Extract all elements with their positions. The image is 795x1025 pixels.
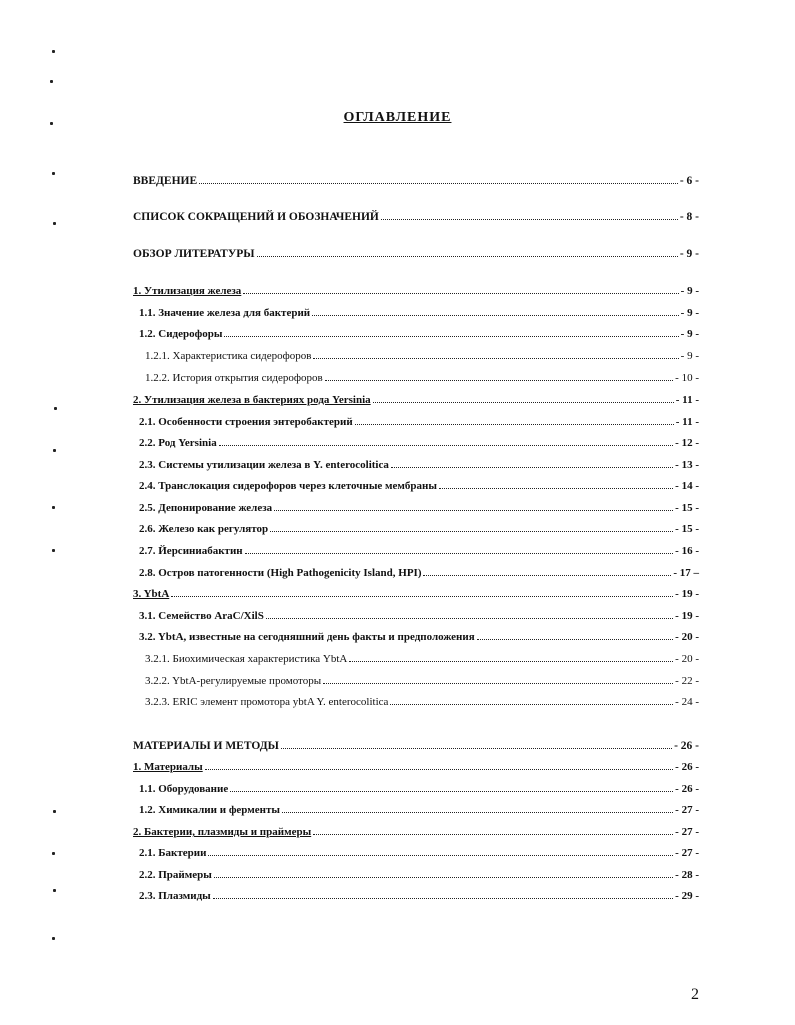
toc-entry-label: 1.2. Сидерофоры: [139, 328, 223, 340]
scan-speck: [53, 889, 56, 892]
toc-entry-page: - 26 -: [675, 761, 699, 773]
toc-entry-label: 3.2.2. YbtA-регулируемые промоторы: [145, 675, 322, 687]
toc-entry-label: МАТЕРИАЛЫ И МЕТОДЫ: [133, 740, 279, 752]
toc-entry: [145, 674, 699, 688]
toc-entry-label: ОБЗОР ЛИТЕРАТУРЫ: [133, 248, 255, 260]
leader-dots: [171, 596, 673, 597]
toc-entry-label: 2.3. Системы утилизации железа в Y. enterocolitica: [139, 459, 389, 471]
toc-entry-label: 2.3. Плазмиды: [139, 890, 211, 902]
leader-dots: [381, 219, 678, 220]
toc-entry-label: 3.2.3. ERIC элемент промотора ybtA Y. enterocolitica: [145, 696, 389, 708]
leader-dots: [391, 467, 673, 468]
toc-entry-label: ВВЕДЕНИЕ: [133, 175, 198, 187]
toc-entry: [139, 306, 699, 320]
toc-entry-label: 1. Материалы: [133, 761, 203, 773]
toc-entry-page: - 28 -: [675, 869, 699, 881]
leader-dots: [219, 445, 673, 446]
toc-entry-page: - 26 -: [675, 783, 699, 795]
leader-dots: [214, 877, 673, 878]
toc-entry-page: - 26 -: [674, 740, 699, 752]
toc-entry: [139, 501, 699, 515]
toc-entry-page: - 20 -: [675, 653, 699, 665]
toc-entry-label: 1.2. Химикалии и ферменты: [139, 804, 280, 816]
leader-dots: [274, 510, 673, 511]
leader-dots: [373, 402, 674, 403]
toc-entry: [133, 284, 699, 298]
toc-entry-page: - 19 -: [675, 588, 699, 600]
toc-entry-page: - 10 -: [675, 372, 699, 384]
toc-entry-page: - 20 -: [675, 631, 699, 643]
toc-entry: [145, 371, 699, 385]
toc-entry-page: - 15 -: [675, 523, 699, 535]
toc-entry-label: 3.1. Семейство AraC/XilS: [139, 610, 264, 622]
toc-entry: [139, 415, 699, 429]
leader-dots: [313, 358, 678, 359]
toc-entry-label: 2.6. Железо как регулятор: [139, 523, 269, 535]
leader-dots: [312, 315, 679, 316]
toc-entry-page: - 12 -: [675, 437, 699, 449]
scan-speck: [52, 852, 55, 855]
toc-entry-page: - 9 -: [680, 350, 699, 362]
toc-entry-label: СПИСОК СОКРАЩЕНИЙ И ОБОЗНАЧЕНИЙ: [133, 211, 379, 223]
leader-dots: [281, 748, 672, 749]
toc-entry-page: - 9 -: [680, 328, 699, 340]
toc-entry-label: 2.4. Транслокация сидерофоров через клеточные мембраны: [139, 480, 437, 492]
toc-entry-page: - 17 –: [673, 567, 699, 579]
leader-dots: [355, 424, 674, 425]
scan-speck: [53, 222, 56, 225]
toc-entry-label: 3.2.1. Биохимическая характеристика YbtA: [145, 653, 348, 665]
toc-entry: [139, 522, 699, 536]
scan-speck: [50, 122, 53, 125]
toc-entry: [133, 247, 699, 261]
scan-speck: [53, 810, 56, 813]
leader-dots: [390, 704, 673, 705]
toc-entry-label: 2.1. Особенности строения энтеробактерий: [139, 416, 353, 428]
leader-dots: [224, 336, 678, 337]
scan-speck: [50, 80, 53, 83]
toc-entry-page: - 9 -: [680, 307, 699, 319]
toc-entry-page: - 8 -: [679, 211, 699, 223]
leader-dots: [266, 618, 673, 619]
toc-entry-page: - 16 -: [675, 545, 699, 557]
toc-entry: [133, 739, 699, 753]
toc-entry: [139, 782, 699, 796]
toc-entry-page: - 11 -: [675, 394, 699, 406]
toc-entry: [139, 609, 699, 623]
toc-entry-page: - 24 -: [675, 696, 699, 708]
toc-entry: [133, 587, 699, 601]
toc-entry-label: 2.2. Праймеры: [139, 869, 212, 881]
toc-entry-page: - 27 -: [675, 847, 699, 859]
toc-entry-page: - 9 -: [679, 248, 699, 260]
leader-dots: [439, 488, 673, 489]
toc-entry-page: - 6 -: [679, 175, 699, 187]
toc-entry-label: 2.1. Бактерии: [139, 847, 207, 859]
toc-entry-label: 2. Бактерии, плазмиды и праймеры: [133, 826, 312, 838]
leader-dots: [199, 183, 678, 184]
toc-entry: [139, 630, 699, 644]
toc-entry: [139, 479, 699, 493]
leader-dots: [313, 834, 673, 835]
toc-entry-label: 3. YbtA: [133, 588, 170, 600]
toc-entry-label: 2. Утилизация железа в бактериях рода Yersinia: [133, 394, 371, 406]
toc-entry: [139, 436, 699, 450]
toc-entry: [145, 695, 699, 709]
toc-entry-label: 1.1. Оборудование: [139, 783, 229, 795]
toc-entry: [139, 846, 699, 860]
page-number: 2: [691, 986, 699, 1003]
toc-entry-page: - 14 -: [675, 480, 699, 492]
leader-dots: [243, 293, 678, 294]
toc-entry-page: - 29 -: [675, 890, 699, 902]
scan-speck: [52, 172, 55, 175]
leader-dots: [205, 769, 673, 770]
toc-entry-label: 3.2. YbtA, известные на сегодняшний день факты и предположения: [139, 631, 475, 643]
toc-entry-label: 1. Утилизация железа: [133, 285, 242, 297]
scan-speck: [53, 449, 56, 452]
scan-speck: [54, 407, 57, 410]
toc-entry: [139, 868, 699, 882]
leader-dots: [208, 855, 673, 856]
leader-dots: [213, 898, 673, 899]
toc-entry: [139, 458, 699, 472]
leader-dots: [257, 256, 678, 257]
leader-dots: [423, 575, 671, 576]
toc-entry-page: - 22 -: [675, 675, 699, 687]
scan-speck: [52, 937, 55, 940]
leader-dots: [282, 812, 673, 813]
toc-entry-label: 1.2.2. История открытия сидерофоров: [145, 372, 323, 384]
toc-entry: [139, 544, 699, 558]
toc-entry-page: - 19 -: [675, 610, 699, 622]
toc-entry: [145, 349, 699, 363]
leader-dots: [349, 661, 673, 662]
scan-speck: [52, 50, 55, 53]
toc-entry: [133, 393, 699, 407]
page-title: ОГЛАВЛЕНИЕ: [343, 110, 452, 125]
toc-entry: [139, 327, 699, 341]
leader-dots: [270, 531, 673, 532]
leader-dots: [323, 683, 673, 684]
toc-entry: [145, 652, 699, 666]
toc-entry-page: - 27 -: [675, 804, 699, 816]
toc-entry-label: 2.5. Депонирование железа: [139, 502, 273, 514]
toc-entry: [133, 760, 699, 774]
toc-entry-page: - 11 -: [675, 416, 699, 428]
toc-entry: [133, 174, 699, 188]
leader-dots: [477, 639, 673, 640]
toc-entry-page: - 13 -: [675, 459, 699, 471]
toc-entry-page: - 9 -: [680, 285, 699, 297]
toc-entry-label: 2.8. Остров патогенности (High Pathogenicity Island, HPI): [139, 567, 422, 579]
toc-entry-label: 1.1. Значение железа для бактерий: [139, 307, 311, 319]
scan-speck: [52, 549, 55, 552]
toc-entry-page: - 27 -: [675, 826, 699, 838]
leader-dots: [325, 380, 674, 381]
toc-entry: [139, 566, 699, 580]
leader-dots: [230, 791, 673, 792]
toc-entry: [139, 889, 699, 903]
toc-entry: [139, 803, 699, 817]
leader-dots: [245, 553, 674, 554]
scan-speck: [52, 506, 55, 509]
toc-entry-page: - 15 -: [675, 502, 699, 514]
toc-entry-label: 2.2. Род Yersinia: [139, 437, 217, 449]
toc-entry-label: 2.7. Йерсиниабактин: [139, 545, 243, 557]
toc-entry: [133, 825, 699, 839]
toc-entry-label: 1.2.1. Характеристика сидерофоров: [145, 350, 312, 362]
toc-entry: [133, 210, 699, 224]
